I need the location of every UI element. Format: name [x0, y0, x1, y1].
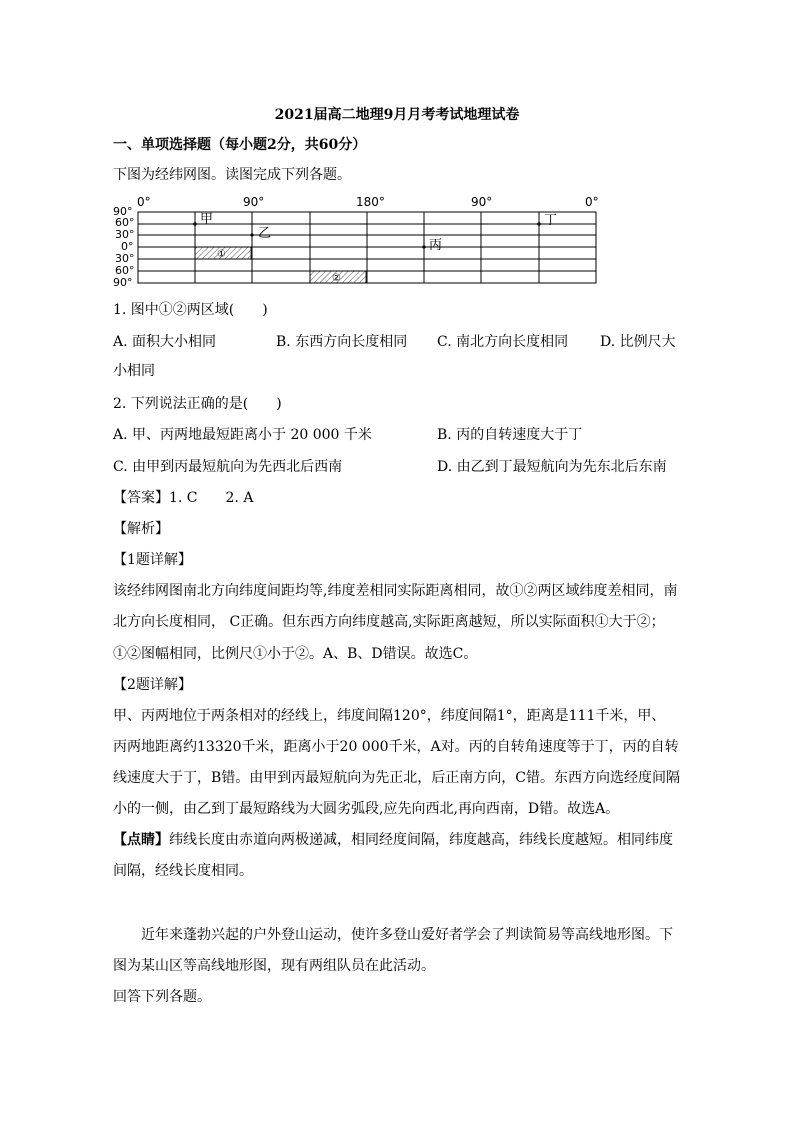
label-ding: 丁 [544, 213, 558, 228]
top-label-3: 90° [471, 195, 493, 209]
point-yi [250, 233, 253, 236]
label-bing: 丙 [429, 238, 443, 253]
left-label-90n: 90° [113, 205, 133, 218]
top-label-4: 0° [585, 195, 599, 209]
point-jia [193, 222, 196, 225]
top-label-1: 90° [243, 195, 265, 209]
left-label-30n: 30° [115, 228, 135, 241]
point-ding [537, 222, 540, 225]
q1-option-d: D. 比例尺大 [600, 334, 676, 350]
lat-long-grid-map [113, 195, 603, 290]
q1-option-c: C. 南北方向长度相同 [437, 334, 569, 350]
answer-line: 【答案】1. C 2. A [113, 490, 254, 506]
left-label-60n: 60° [115, 216, 135, 229]
region-2-label: ② [332, 273, 341, 284]
detail-1-heading: 【1题详解】 [113, 552, 192, 568]
detail-1-line: 北方向长度相同， C正确。但东西方向纬度越高,实际距离越短，所以实际面积①大于②； [113, 614, 665, 630]
passage-line-2: 图为某山区等高线地形图，现有两组队员在此活动。 [113, 958, 435, 974]
left-label-60s: 60° [115, 264, 135, 277]
detail-2-line: 小的一侧，由乙到丁最短路线为大圆劣弧段,应先向西北,再向西南，D错。故选A。 [113, 801, 620, 817]
intro-text: 下图为经纬网图。读图完成下列各题。 [113, 167, 351, 183]
detail-2-line: 甲、丙两地位于两条相对的经线上，纬度间隔120°，纬度间隔1°，距离是111千米，甲、 [113, 708, 666, 724]
label-yi: 乙 [258, 226, 272, 241]
left-label-0: 0° [121, 240, 134, 253]
label-jia: 甲 [200, 212, 214, 227]
q1-option-a: A. 面积大小相同 [113, 334, 217, 350]
detail-2-line: 丙两地距离约13320千米，距离小于20 000千米，A对。丙的自转角速度等于丁，丙的自转 [113, 739, 679, 755]
detail-2-heading: 【2题详解】 [113, 677, 192, 693]
q1-option-b: B. 东西方向长度相同 [276, 334, 408, 350]
question-2-stem: 2. 下列说法正确的是( ) [113, 396, 282, 412]
tip-text: 纬线长度由赤道向两极递减，相同经度间隔，纬度越高，纬线长度越短。相同纬度 [169, 832, 673, 848]
top-label-0: 0° [137, 195, 151, 209]
q2-option-b: B. 丙的自转速度大于丁 [437, 427, 583, 443]
tip-line-1 [113, 830, 673, 850]
detail-1-line: 该经纬网图南北方向纬度间距均等,纬度差相同实际距离相同，故①②两区域纬度差相同，南 [113, 583, 678, 599]
tip-line-2: 间隔，经线长度相同。 [113, 863, 253, 879]
analysis-heading: 【解析】 [113, 521, 169, 537]
tip-label: 【点睛】 [113, 832, 169, 848]
passage-line-1: 近年来蓬勃兴起的户外登山运动，使许多登山爱好者学会了判读简易等高线地形图。下 [141, 927, 673, 943]
point-bing [422, 245, 425, 248]
q2-option-a: A. 甲、丙两地最短距离小于 20 000 千米 [113, 427, 372, 443]
detail-1-line: ①②图幅相同，比例尺①小于②。A、B、D错误。故选C。 [113, 646, 478, 662]
question-1-stem: 1. 图中①②两区域( ) [113, 302, 268, 318]
passage-line-3: 回答下列各题。 [113, 989, 211, 1005]
left-label-30s: 30° [115, 252, 135, 265]
section-heading: 一、单项选择题（每小题2分，共60分） [113, 137, 367, 153]
q2-option-c: C. 由甲到丙最短航向为先西北后西南 [113, 459, 343, 475]
q1-option-d-continued: 小相同 [113, 363, 155, 379]
detail-2-line: 线速度大于丁，B错。由甲到丙最短航向为先正北，后正南方向，C错。东西方向选经度间隔 [113, 770, 680, 786]
top-label-2: 180° [356, 195, 385, 209]
q2-option-d: D. 由乙到丁最短航向为先东北后东南 [437, 459, 667, 475]
left-label-90s: 90° [113, 276, 133, 289]
region-1-label: ① [217, 249, 226, 260]
page-title: 2021届高二地理9月月考考试地理试卷 [274, 107, 520, 123]
